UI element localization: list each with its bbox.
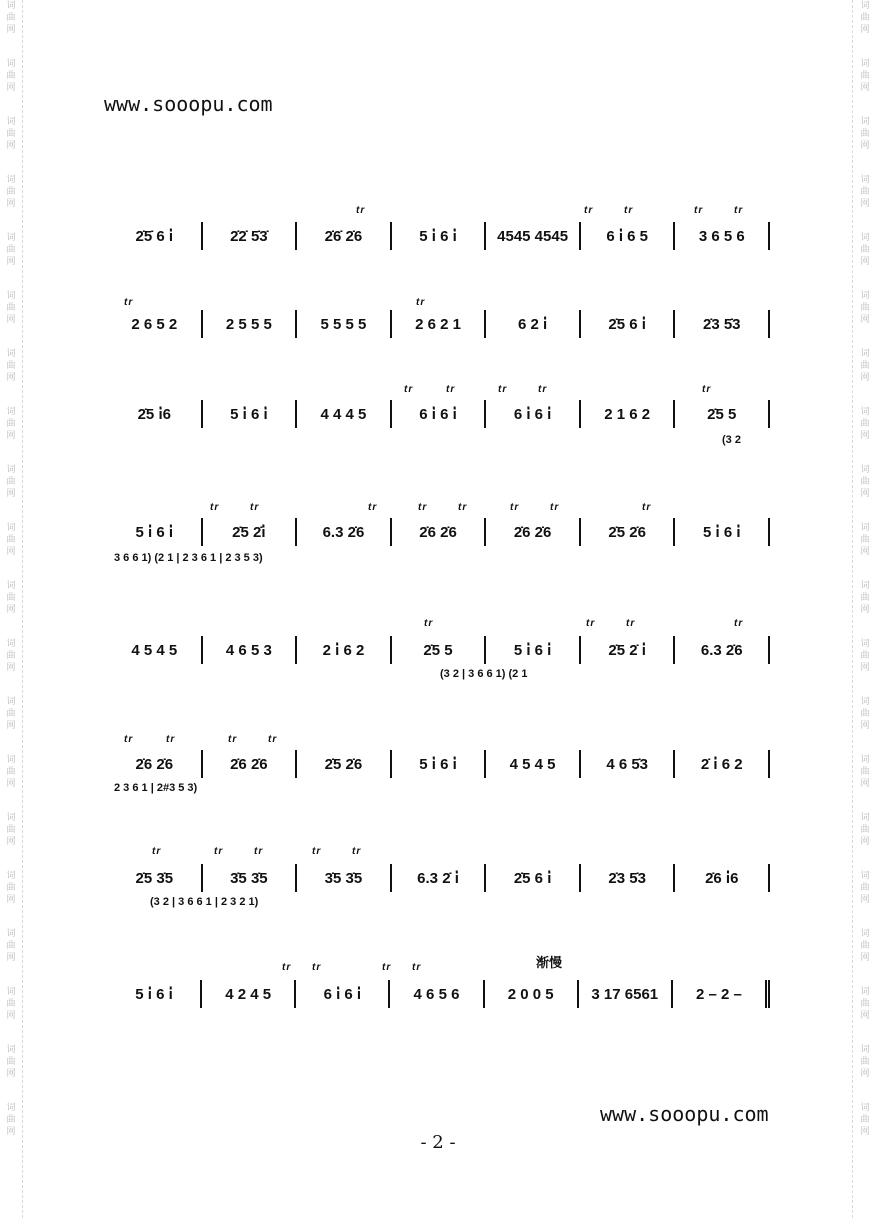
measure: 5 i̇ 6 i̇ <box>203 400 298 428</box>
watermark-text: 词 曲 网 <box>6 813 16 847</box>
measure: 3̇5 3̇5 <box>297 864 392 892</box>
measure: 2 i̇ 6 2 <box>297 636 392 664</box>
measure: 6 i̇ 6 i̇ <box>296 980 390 1008</box>
trill-mark: tr <box>550 502 560 513</box>
measure: 2̇2̇ 5̇3̇ <box>203 222 298 250</box>
measure: 2̇6 2̇6 <box>203 750 298 778</box>
watermark-text: 词 曲 网 <box>860 233 870 267</box>
trill-mark: tr <box>404 384 414 395</box>
watermark-text: 词 曲 网 <box>6 59 16 93</box>
measure: 4 2 4 5 <box>202 980 296 1008</box>
watermark-text: 词 曲 网 <box>6 349 16 383</box>
trill-mark: tr <box>124 297 134 308</box>
trill-mark: tr <box>210 502 220 513</box>
trill-mark: tr <box>250 502 260 513</box>
measure: 3̇5 3̇5 <box>203 864 298 892</box>
measure: 2̇6 2̇6 <box>486 518 581 546</box>
watermark-text: 词 曲 网 <box>6 1 16 35</box>
measure: 5 i̇ 6 i̇ <box>108 980 202 1008</box>
trill-mark: tr <box>424 618 434 629</box>
measure: 5 i̇ 6 i̇ <box>108 518 203 546</box>
score-row-8 <box>108 980 770 1014</box>
measure: 4 6 5 6 <box>390 980 484 1008</box>
measure: 2̇5 i̇6 <box>108 400 203 428</box>
trill-mark: tr <box>694 205 704 216</box>
measure: 2 0 0 5 <box>485 980 579 1008</box>
measure: 3 17 6561 <box>579 980 673 1008</box>
watermark-text: 词 曲 网 <box>6 291 16 325</box>
measure: 2 6 5 2 <box>108 310 203 338</box>
measure: 4 5 4 5 <box>108 636 203 664</box>
trill-mark: tr <box>734 205 744 216</box>
watermark-text: 词 曲 网 <box>6 407 16 441</box>
measure: 2̇5 2̇6 <box>297 750 392 778</box>
measure: 5 5 5 5 <box>297 310 392 338</box>
measure: 2̇3 5̇3 <box>581 864 676 892</box>
trill-mark: tr <box>702 384 712 395</box>
score-row-3 <box>108 400 770 434</box>
watermark-text: 词 曲 网 <box>6 581 16 615</box>
trill-mark: tr <box>282 962 292 973</box>
watermark-text: 词 曲 网 <box>6 755 16 789</box>
watermark-text: 词 曲 网 <box>860 407 870 441</box>
watermark-text: 词 曲 网 <box>860 1 870 35</box>
measure: 5 i̇ 6 i̇ <box>486 636 581 664</box>
watermark-text: 词 曲 网 <box>860 929 870 963</box>
watermark-text: 词 曲 网 <box>860 1103 870 1137</box>
measure: 2 – 2 – <box>673 980 770 1008</box>
watermark-text: 词 曲 网 <box>860 465 870 499</box>
trill-mark: tr <box>312 962 322 973</box>
accompaniment-line: (3 2 | 3 6 6 1 | 2 3 2 1) <box>150 896 259 908</box>
watermark-text: 词 曲 网 <box>860 523 870 557</box>
measure: 2 6 2 1 <box>392 310 487 338</box>
score-row-2 <box>108 310 770 344</box>
score-row-7 <box>108 864 770 898</box>
measure: 2̇5̇ 6 i̇ <box>108 222 203 250</box>
left-watermark-column <box>4 0 18 1218</box>
watermark-text: 词 曲 网 <box>860 697 870 731</box>
measure: 5 i̇ 6 i̇ <box>392 222 487 250</box>
watermark-text: 词 曲 网 <box>6 1103 16 1137</box>
trill-mark: tr <box>498 384 508 395</box>
score-row-5 <box>108 636 770 670</box>
right-watermark-column <box>858 0 872 1218</box>
trill-mark: tr <box>586 618 596 629</box>
measure: 6 i̇ 6 i̇ <box>392 400 487 428</box>
watermark-text: 词 曲 网 <box>6 523 16 557</box>
score-row-4 <box>108 518 770 552</box>
watermark-text: 词 曲 网 <box>6 117 16 151</box>
watermark-text: 词 曲 网 <box>6 233 16 267</box>
measure: 2̇5 2̇i̇ <box>203 518 298 546</box>
watermark-text: 词 曲 网 <box>6 871 16 905</box>
trill-mark: tr <box>214 846 224 857</box>
measure: 2̇6 2̇6 <box>392 518 487 546</box>
score-row-1 <box>108 222 770 256</box>
measure: 6.3 2̇ i̇ <box>392 864 487 892</box>
measure: 3 6 5 6 <box>675 222 770 250</box>
measure: 4 5 4 5 <box>486 750 581 778</box>
accompaniment-line: (3 2 <box>722 434 741 446</box>
measure: 4 6 5 3 <box>203 636 298 664</box>
watermark-text: 词 曲 网 <box>860 1045 870 1079</box>
measure: 2̇5 6 i̇ <box>486 864 581 892</box>
watermark-text: 词 曲 网 <box>860 349 870 383</box>
trill-mark: tr <box>352 846 362 857</box>
trill-mark: tr <box>418 502 428 513</box>
measure: 2 5 5 5 <box>203 310 298 338</box>
measure: 2̇6 2̇6 <box>108 750 203 778</box>
watermark-text: 词 曲 网 <box>6 929 16 963</box>
trill-mark: tr <box>312 846 322 857</box>
watermark-text: 词 曲 网 <box>6 697 16 731</box>
accompaniment-line: 3 6 6 1) (2 1 | 2 3 6 1 | 2 3 5 3) <box>114 552 263 564</box>
trill-mark: tr <box>624 205 634 216</box>
measure: 2̇6 i̇6 <box>675 864 770 892</box>
watermark-text: 词 曲 网 <box>6 1045 16 1079</box>
trill-mark: tr <box>254 846 264 857</box>
trill-mark: tr <box>152 846 162 857</box>
accompaniment-line: (3 2 | 3 6 6 1) (2 1 <box>440 668 528 680</box>
watermark-text: 词 曲 网 <box>860 175 870 209</box>
top-site-url: www.sooopu.com <box>104 92 273 116</box>
watermark-text: 词 曲 网 <box>6 465 16 499</box>
watermark-text: 词 曲 网 <box>860 813 870 847</box>
measure: 5 i̇ 6 i̇ <box>675 518 770 546</box>
measure: 2̇6̇ 2̇6 <box>297 222 392 250</box>
watermark-text: 词 曲 网 <box>860 871 870 905</box>
measure: 6 i̇ 6 i̇ <box>486 400 581 428</box>
trill-mark: tr <box>446 384 456 395</box>
trill-mark: tr <box>642 502 652 513</box>
watermark-text: 词 曲 网 <box>860 755 870 789</box>
watermark-text: 词 曲 网 <box>6 639 16 673</box>
trill-mark: tr <box>584 205 594 216</box>
trill-mark: tr <box>228 734 238 745</box>
trill-mark: tr <box>626 618 636 629</box>
trill-mark: tr <box>356 205 366 216</box>
measure: 2̇5 6 i̇ <box>581 310 676 338</box>
watermark-text: 词 曲 网 <box>6 987 16 1021</box>
measure: 4 4 4 5 <box>297 400 392 428</box>
measure: 4 6 5̇3 <box>581 750 676 778</box>
measure: 5 i̇ 6 i̇ <box>392 750 487 778</box>
trill-mark: tr <box>416 297 426 308</box>
trill-mark: tr <box>510 502 520 513</box>
trill-mark: tr <box>538 384 548 395</box>
trill-mark: tr <box>734 618 744 629</box>
watermark-text: 词 曲 网 <box>860 59 870 93</box>
watermark-text: 词 曲 网 <box>860 639 870 673</box>
trill-mark: tr <box>124 734 134 745</box>
measure: 2̇5 5 <box>675 400 770 428</box>
left-margin-line <box>22 0 23 1218</box>
bottom-site-url: www.sooopu.com <box>600 1102 769 1126</box>
trill-mark: tr <box>382 962 392 973</box>
trill-mark: tr <box>412 962 422 973</box>
measure: 6 i̇ 6 5 <box>581 222 676 250</box>
measure: 2̇3 5̇3 <box>675 310 770 338</box>
trill-mark: tr <box>166 734 176 745</box>
watermark-text: 词 曲 网 <box>6 175 16 209</box>
watermark-text: 词 曲 网 <box>860 581 870 615</box>
measure: 2̇5 5 <box>392 636 487 664</box>
measure: 6.3 2̇6 <box>297 518 392 546</box>
score-row-6 <box>108 750 770 784</box>
measure: 6 2 i̇ <box>486 310 581 338</box>
trill-mark: tr <box>458 502 468 513</box>
watermark-text: 词 曲 网 <box>860 987 870 1021</box>
tempo-marking: 渐慢 <box>536 955 563 970</box>
measure: 2̇5 3̇5 <box>108 864 203 892</box>
measure: 4545 4545 <box>486 222 581 250</box>
measure: 2 1 6 2 <box>581 400 676 428</box>
measure: 2̇ i̇ 6 2 <box>675 750 770 778</box>
page-number: - 2 - <box>420 1132 456 1153</box>
accompaniment-line: 2 3 6 1 | 2#3 5 3) <box>114 782 198 794</box>
trill-mark: tr <box>268 734 278 745</box>
right-margin-line <box>852 0 853 1218</box>
measure: 6.3 2̇6 <box>675 636 770 664</box>
measure: 2̇5 2̇6 <box>581 518 676 546</box>
measure: 2̇5 2̇ i̇ <box>581 636 676 664</box>
trill-mark: tr <box>368 502 378 513</box>
watermark-text: 词 曲 网 <box>860 117 870 151</box>
watermark-text: 词 曲 网 <box>860 291 870 325</box>
